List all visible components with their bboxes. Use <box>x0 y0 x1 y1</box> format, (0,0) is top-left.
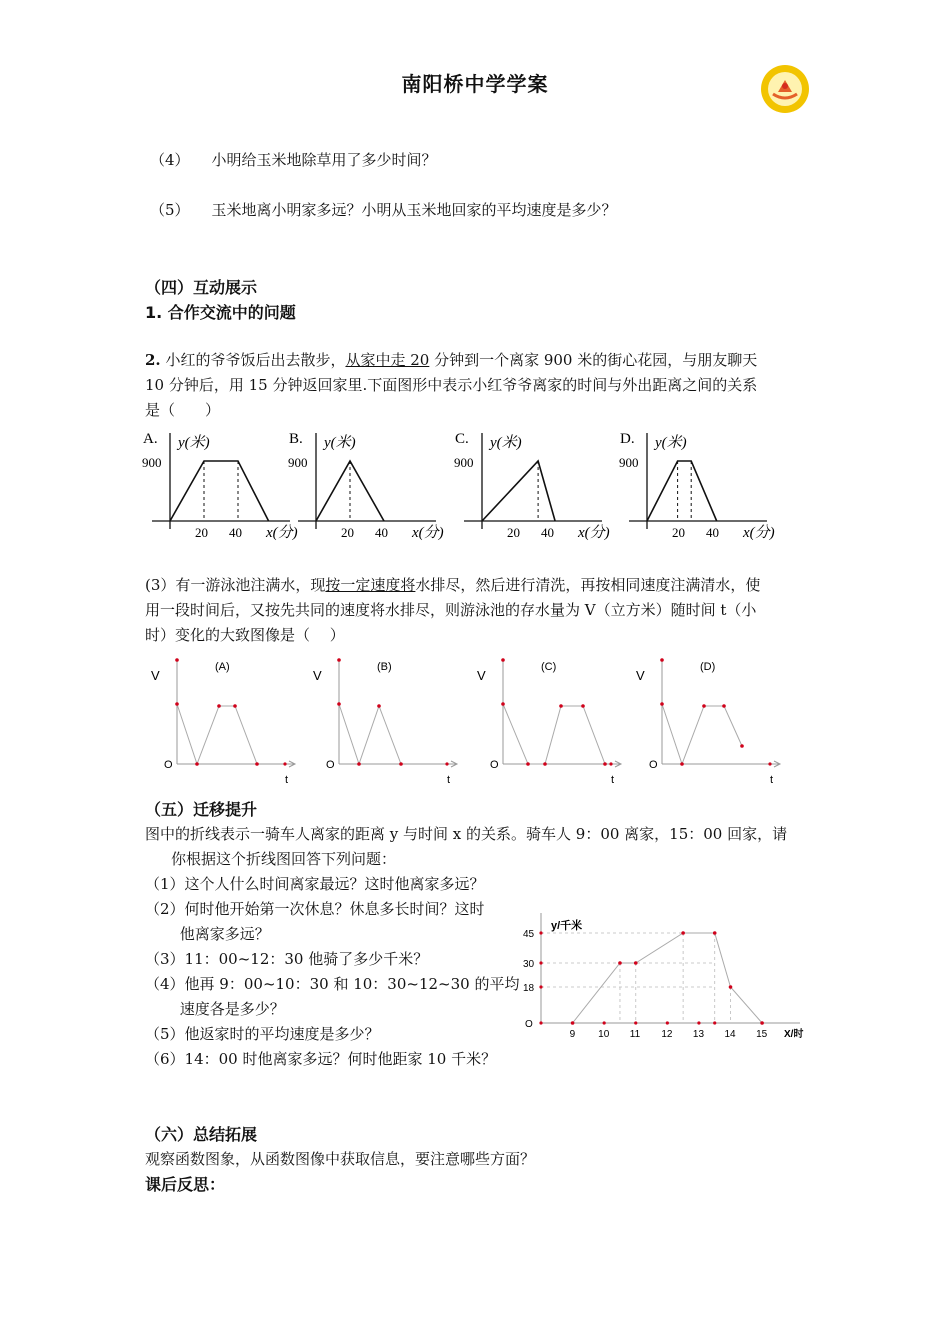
question-item: 速度各是多少？ <box>145 1000 285 1018</box>
data-point <box>603 762 607 766</box>
q4-text: 小明给玉米地除草用了多少时间？ <box>211 151 437 169</box>
section-5-questions <box>145 872 535 1072</box>
volume-graph-b <box>313 658 457 786</box>
data-point <box>618 961 622 965</box>
data-point <box>581 704 585 708</box>
graph-option-c <box>454 431 610 541</box>
x-tick-label: 20 <box>672 525 685 540</box>
v-axis-label: V <box>477 668 486 683</box>
question-item: （2）何时他开始第一次休息？休息多长时间？这时 <box>145 900 485 918</box>
question-item: （3）11：00~12：30 他骑了多少千米？ <box>145 950 429 968</box>
graph-line <box>647 461 717 521</box>
data-point <box>666 1021 669 1024</box>
v-axis-label: V <box>636 668 645 683</box>
problem-2-text-a: 小红的爷爷饭后出去散步， <box>160 351 346 369</box>
section-6-title: （六）总结拓展 <box>145 1125 258 1144</box>
data-point <box>571 1021 575 1025</box>
q4-num: （4） <box>150 151 190 169</box>
distance-graphs <box>140 425 820 550</box>
y-tick-label: 18 <box>523 983 535 994</box>
option-label: C. <box>455 431 469 447</box>
x-axis-label: x(分) <box>266 525 298 541</box>
graph-line <box>503 704 605 764</box>
data-point <box>634 1021 637 1024</box>
x-axis-label: x(分) <box>412 525 444 541</box>
data-point <box>337 658 341 662</box>
problem-2-text-b: 分钟到一个离家 900 米的街心花园，与朋友聊天 <box>429 351 758 369</box>
data-point <box>713 931 717 935</box>
data-point <box>195 762 199 766</box>
v-axis-label: V <box>151 668 160 683</box>
volume-graphs <box>145 650 785 790</box>
data-point <box>175 658 179 662</box>
data-point <box>768 762 771 765</box>
y-axis-label: y(米) <box>655 435 687 451</box>
y-axis-label: y/千米 <box>551 920 583 932</box>
section-5-intro-line-1: 图中的折线表示一骑车人离家的距离 y 与时间 x 的关系。骑车人 9：00 离家，15：00 回家，请 <box>145 825 788 843</box>
origin-label: O <box>490 759 499 771</box>
q5-num: （5） <box>150 201 190 219</box>
data-point <box>501 658 505 662</box>
y-axis-label: y(米) <box>324 435 356 451</box>
data-point <box>526 762 530 766</box>
x-tick-label: 20 <box>195 525 208 540</box>
graph-option-label: (B) <box>377 661 392 673</box>
x-axis-label: x(分) <box>578 525 610 541</box>
data-point <box>697 1021 700 1024</box>
data-point <box>603 1021 606 1024</box>
v-axis-label: V <box>313 668 322 683</box>
origin-label: O <box>525 1019 533 1030</box>
data-point <box>559 704 563 708</box>
section-5-intro <box>145 822 825 872</box>
section-6-text: 观察函数图象，从函数图像中获取信息，要注意哪些方面？ <box>145 1150 536 1168</box>
problem-2-line-3: 是（ ） <box>145 401 221 419</box>
data-point <box>729 985 733 989</box>
y-tick-label: 45 <box>523 929 535 940</box>
data-point <box>337 702 341 706</box>
option-label: B. <box>289 431 303 447</box>
graph-line <box>339 704 401 764</box>
y-tick-label: 30 <box>523 959 535 970</box>
data-point <box>660 658 664 662</box>
cyclist-chart-body <box>523 913 803 1040</box>
data-point <box>233 704 237 708</box>
data-point <box>760 1021 764 1025</box>
data-point <box>539 1021 542 1024</box>
problem-2-line-2: 10 分钟后，用 15 分钟返回家里.下面图形中表示小红爷爷离家的时间与外出距离之间的关系 <box>145 376 758 394</box>
problem-2-number: 2. <box>145 351 161 369</box>
problem-3-text-a: (3）有一游泳池注满水，现 <box>145 576 326 594</box>
data-point <box>539 985 542 988</box>
origin-label: O <box>164 759 173 771</box>
x-tick-label: 10 <box>598 1029 610 1040</box>
origin-label: O <box>326 759 335 771</box>
data-point <box>175 702 179 706</box>
question-4 <box>150 148 437 173</box>
question-item: （1）这个人什么时间离家最远？这时他离家多远？ <box>145 875 485 893</box>
question-5 <box>150 198 617 223</box>
data-point <box>255 762 259 766</box>
data-point <box>660 702 664 706</box>
school-logo <box>760 64 810 114</box>
y-tick-label: 900 <box>142 455 162 470</box>
problem-3 <box>145 573 815 648</box>
y-tick-label: 900 <box>454 455 474 470</box>
data-point <box>539 931 542 934</box>
data-point <box>713 1021 716 1024</box>
x-axis-label: x(分) <box>743 525 775 541</box>
t-axis-label: t <box>770 774 774 786</box>
x-tick-label: 9 <box>569 1029 576 1040</box>
graph-line <box>662 704 742 764</box>
section-5-title: （五）迁移提升 <box>145 800 258 819</box>
graph-line <box>177 704 257 764</box>
data-point <box>445 762 448 765</box>
x-tick-label: 15 <box>756 1029 768 1040</box>
problem-2-underlined: 从家中走 20 <box>345 351 430 369</box>
y-axis-label: y(米) <box>178 435 210 451</box>
series-line <box>573 933 763 1023</box>
data-point <box>377 704 381 708</box>
x-tick-label: 20 <box>341 525 354 540</box>
data-point <box>609 762 612 765</box>
origin-label: O <box>649 759 658 771</box>
problem-2 <box>145 348 815 423</box>
question-item: （4）他再 9：00~10：30 和 10：30~12~30 的平均 <box>145 975 520 993</box>
data-point <box>543 762 547 766</box>
volume-graph-c <box>477 658 621 786</box>
data-point <box>399 762 403 766</box>
reflection-heading: 课后反思： <box>145 1175 226 1194</box>
option-label: A. <box>143 431 158 447</box>
q5-text: 玉米地离小明家多远？小明从玉米地回家的平均速度是多少？ <box>211 201 617 219</box>
data-point <box>283 762 286 765</box>
data-point <box>217 704 221 708</box>
graph-option-a <box>142 431 298 541</box>
data-point <box>357 762 361 766</box>
x-tick-label: 12 <box>661 1029 673 1040</box>
x-tick-label: 40 <box>375 525 388 540</box>
y-tick-label: 900 <box>619 455 639 470</box>
question-item: 他离家多远？ <box>145 925 270 943</box>
t-axis-label: t <box>611 774 615 786</box>
data-point <box>702 704 706 708</box>
cyclist-chart <box>515 905 810 1045</box>
problem-3-text-b: 水排尽，然后进行清洗，再按相同速度注满清水，使 <box>415 576 761 594</box>
section-4-subtitle: 1. 合作交流中的问题 <box>145 303 296 322</box>
x-tick-label: 11 <box>629 1029 641 1040</box>
graph-option-b <box>288 431 444 541</box>
option-label: D. <box>620 431 635 447</box>
t-axis-label: t <box>285 774 289 786</box>
data-point <box>680 762 684 766</box>
data-point <box>681 931 685 935</box>
problem-3-line-3: 时）变化的大致图像是（ ） <box>145 626 345 644</box>
graph-option-label: (A) <box>215 661 230 673</box>
x-axis-label: X/时 <box>784 1029 804 1040</box>
section-5-intro-line-2: 你根据这个折线图回答下列问题： <box>171 850 397 868</box>
y-axis-label: y(米) <box>490 435 522 451</box>
volume-graph-a <box>151 658 295 786</box>
x-tick-label: 40 <box>541 525 554 540</box>
y-tick-label: 900 <box>288 455 308 470</box>
graph-option-label: (C) <box>541 661 557 673</box>
problem-3-underlined: 按一定速度将 <box>325 576 416 594</box>
x-tick-label: 14 <box>724 1029 736 1040</box>
graph-option-label: (D) <box>700 661 716 673</box>
data-point <box>722 704 726 708</box>
question-item: （6）14：00 时他离家多远？何时他距家 10 千米？ <box>145 1050 497 1068</box>
problem-3-line-2: 用一段时间后，又按先共同的速度将水排尽，则游泳池的存水量为 V（立方米）随时间 t（小 <box>145 601 757 619</box>
page-title: 南阳桥中学学案 <box>401 72 549 96</box>
question-item: （5）他返家时的平均速度是多少？ <box>145 1025 380 1043</box>
t-axis-label: t <box>447 774 451 786</box>
data-point <box>740 744 744 748</box>
graph-option-d <box>619 431 775 541</box>
data-point <box>539 961 542 964</box>
x-tick-label: 40 <box>706 525 719 540</box>
data-point <box>634 961 638 965</box>
x-tick-label: 20 <box>507 525 520 540</box>
graph-line <box>482 461 555 521</box>
volume-graph-d <box>636 658 780 786</box>
x-tick-label: 40 <box>229 525 242 540</box>
data-point <box>501 702 505 706</box>
x-tick-label: 13 <box>692 1029 705 1040</box>
section-4-title: （四）互动展示 <box>145 278 258 297</box>
graph-line <box>170 461 269 521</box>
